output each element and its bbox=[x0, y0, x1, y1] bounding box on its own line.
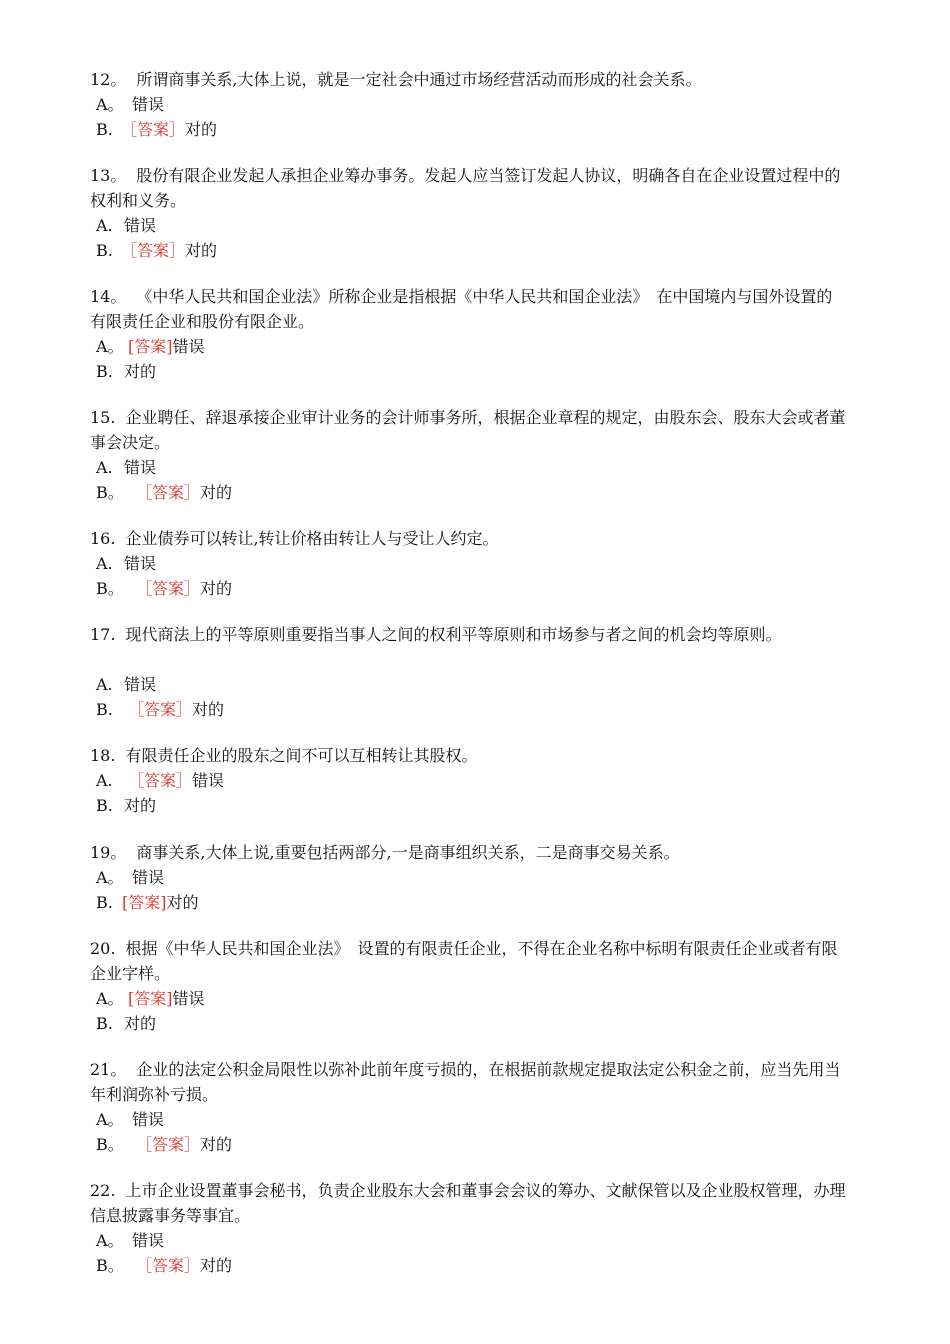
answer-marker: ［答案］ bbox=[121, 120, 186, 139]
option-b bbox=[96, 697, 224, 722]
option-letter: A. bbox=[96, 554, 113, 573]
question-stem bbox=[90, 284, 846, 334]
option-letter: B. bbox=[96, 241, 113, 260]
question-text: 企业债券可以转让,转让价格由转让人与受让人约定。 bbox=[125, 529, 499, 548]
option-text: 错误 bbox=[124, 675, 157, 694]
option-letter: B. bbox=[96, 796, 113, 815]
answer-marker: ［答案］ bbox=[128, 771, 193, 790]
option-b bbox=[96, 793, 156, 818]
option-a bbox=[96, 455, 156, 480]
question-text: 企业聘任、辞退承接企业审计业务的会计师事务所，根据企业章程的规定，由股东会、股东大会或者董事会决定。 bbox=[90, 408, 846, 452]
option-text: 错误 bbox=[124, 458, 157, 477]
question-number: 12。 bbox=[90, 70, 127, 89]
question-stem bbox=[90, 1178, 846, 1228]
answer-marker: ［答案］ bbox=[136, 579, 201, 598]
question-stem bbox=[90, 622, 846, 647]
option-b bbox=[96, 1253, 232, 1278]
option-letter: B。 bbox=[96, 483, 124, 502]
option-b bbox=[96, 117, 217, 142]
option-a bbox=[96, 1228, 164, 1253]
option-letter: B. bbox=[96, 700, 113, 719]
option-letter: A。 bbox=[96, 1231, 124, 1250]
option-text: 错误 bbox=[124, 554, 157, 573]
question-text: 股份有限企业发起人承担企业筹办事务。发起人应当签订发起人协议，明确各自在企业设置过程中的权利和义务。 bbox=[90, 166, 841, 210]
question-number: 22. bbox=[90, 1181, 116, 1200]
option-b bbox=[96, 1132, 232, 1157]
option-letter: A. bbox=[96, 458, 113, 477]
question-text: 上市企业设置董事会秘书，负责企业股东大会和董事会会议的筹办、文献保管以及企业股权管理，办理信息披露事务等事宜。 bbox=[90, 1181, 846, 1225]
option-a bbox=[96, 334, 205, 359]
question-stem bbox=[90, 743, 846, 768]
option-text: 对的 bbox=[124, 796, 157, 815]
option-text: 错误 bbox=[172, 989, 205, 1008]
option-b bbox=[96, 1011, 156, 1036]
question-text: 《中华人民共和国企业法》所称企业是指根据《中华人民共和国企业法》 在中国境内与国外设置的有限责任企业和股份有限企业。 bbox=[90, 287, 833, 331]
question-number: 17. bbox=[90, 625, 116, 644]
option-letter: B. bbox=[96, 120, 113, 139]
option-text: 对的 bbox=[124, 1014, 157, 1033]
option-text: 对的 bbox=[200, 1135, 233, 1154]
option-text: 错误 bbox=[132, 868, 165, 887]
option-text: 对的 bbox=[200, 483, 233, 502]
option-b bbox=[96, 480, 232, 505]
question-stem bbox=[90, 405, 846, 455]
option-b bbox=[96, 359, 156, 384]
option-letter: B. bbox=[96, 893, 113, 912]
option-text: 对的 bbox=[200, 579, 233, 598]
answer-marker: ［答案］ bbox=[136, 1135, 201, 1154]
option-letter: B. bbox=[96, 1014, 113, 1033]
question-number: 20. bbox=[90, 939, 116, 958]
question-text: 根据《中华人民共和国企业法》 设置的有限责任企业，不得在企业名称中标明有限责任企业或者有限企业字样。 bbox=[90, 939, 838, 983]
option-text: 错误 bbox=[132, 1231, 165, 1250]
question-text: 所谓商事关系,大体上说，就是一定社会中通过市场经营活动而形成的社会关系。 bbox=[136, 70, 702, 89]
option-letter: A。 bbox=[96, 868, 124, 887]
option-a bbox=[96, 551, 156, 576]
question-number: 18. bbox=[90, 746, 116, 765]
option-letter: A。 bbox=[96, 989, 124, 1008]
option-letter: A。 bbox=[96, 337, 124, 356]
question-number: 16. bbox=[90, 529, 116, 548]
option-b bbox=[96, 238, 217, 263]
option-text: 对的 bbox=[124, 362, 157, 381]
question-text: 商事关系,大体上说,重要包括两部分,一是商事组织关系，二是商事交易关系。 bbox=[136, 843, 680, 862]
option-a bbox=[96, 672, 156, 697]
option-letter: A. bbox=[96, 675, 113, 694]
option-b bbox=[96, 890, 199, 915]
option-letter: A. bbox=[96, 216, 113, 235]
answer-marker: [答案] bbox=[128, 989, 173, 1008]
option-text: 错误 bbox=[132, 95, 165, 114]
question-stem bbox=[90, 526, 846, 551]
question-number: 13。 bbox=[90, 166, 127, 185]
option-a bbox=[96, 92, 164, 117]
question-text: 有限责任企业的股东之间不可以互相转让其股权。 bbox=[125, 746, 478, 765]
option-text: 对的 bbox=[200, 1256, 233, 1275]
question-stem bbox=[90, 67, 846, 92]
option-a bbox=[96, 865, 164, 890]
option-text: 对的 bbox=[185, 241, 218, 260]
question-stem bbox=[90, 936, 846, 986]
question-number: 14。 bbox=[90, 287, 127, 306]
option-letter: B。 bbox=[96, 579, 124, 598]
option-letter: A。 bbox=[96, 1110, 124, 1129]
option-text: 对的 bbox=[185, 120, 218, 139]
question-number: 19。 bbox=[90, 843, 127, 862]
option-letter: A. bbox=[96, 771, 113, 790]
answer-marker: [答案] bbox=[122, 893, 167, 912]
option-letter: A。 bbox=[96, 95, 124, 114]
answer-marker: ［答案］ bbox=[136, 483, 201, 502]
question-number: 15. bbox=[90, 408, 116, 427]
question-stem bbox=[90, 1057, 846, 1107]
answer-marker: [答案] bbox=[128, 337, 173, 356]
option-text: 错误 bbox=[172, 337, 205, 356]
option-text: 错误 bbox=[192, 771, 225, 790]
answer-marker: ［答案］ bbox=[121, 241, 186, 260]
option-text: 错误 bbox=[124, 216, 157, 235]
option-a bbox=[96, 213, 156, 238]
option-text: 对的 bbox=[192, 700, 225, 719]
answer-marker: ［答案］ bbox=[136, 1256, 201, 1275]
option-b bbox=[96, 576, 232, 601]
option-letter: B. bbox=[96, 362, 113, 381]
question-stem bbox=[90, 840, 846, 865]
option-letter: B。 bbox=[96, 1135, 124, 1154]
question-text: 企业的法定公积金局限性以弥补此前年度亏损的，在根据前款规定提取法定公积金之前，应当先用当年利润弥补亏损。 bbox=[90, 1060, 841, 1104]
option-a bbox=[96, 1107, 164, 1132]
answer-marker: ［答案］ bbox=[128, 700, 193, 719]
option-text: 错误 bbox=[132, 1110, 165, 1129]
option-text: 对的 bbox=[166, 893, 199, 912]
question-number: 21。 bbox=[90, 1060, 127, 1079]
question-stem bbox=[90, 163, 846, 213]
option-letter: B。 bbox=[96, 1256, 124, 1275]
option-a bbox=[96, 768, 224, 793]
question-text: 现代商法上的平等原则重要指当事人之间的权利平等原则和市场参与者之间的机会均等原则。 bbox=[125, 625, 782, 644]
option-a bbox=[96, 986, 205, 1011]
